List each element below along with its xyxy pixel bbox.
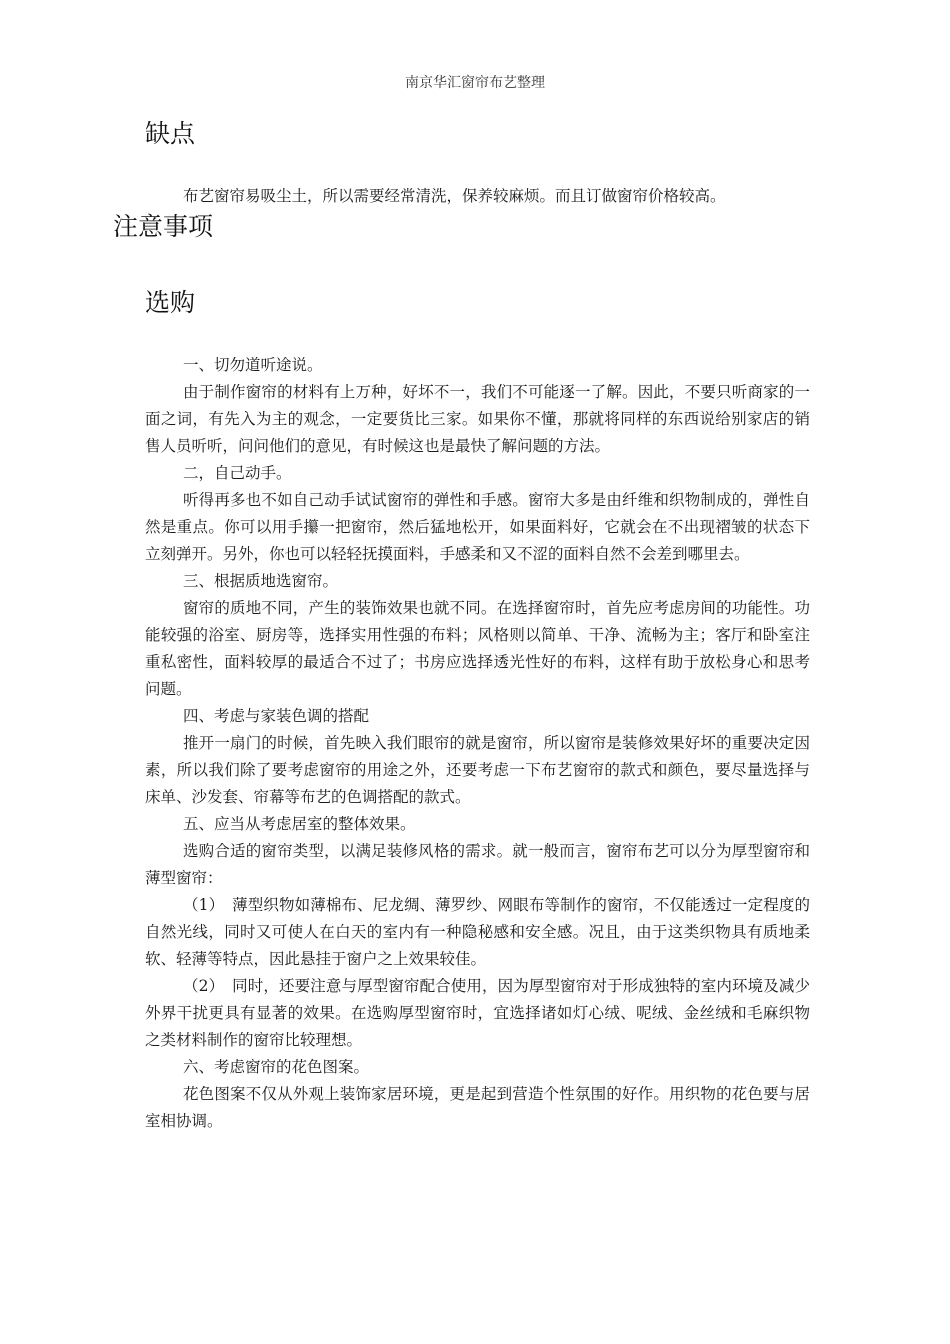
item-3-title: 三、根据质地选窗帘。: [183, 572, 339, 590]
item-2-title: 二，自己动手。: [183, 464, 292, 482]
item-2-body: 听得再多也不如自己动手试试窗帘的弹性和手感。窗帘大多是由纤维和织物制成的，弹性自然是重点。你可以用手攥一把窗帘，然后猛地松开，如果面料好，它就会在不出现褶皱的状态下立刻弹开。另外，你也可以轻轻抚摸面料，手感柔和又不涩的面料自然不会差到哪里去。: [145, 491, 810, 563]
item-5-sub2: （2） 同时，还要注意与厚型窗帘配合使用，因为厚型窗帘对于形成独特的室内环境及减少外界干扰更具有显著的效果。在选购厚型窗帘时，宜选择诸如灯心绒、呢绒、金丝绒和毛麻织物之类材料制作的窗帘比较理想。: [145, 977, 810, 1049]
item-4-body: 推开一扇门的时候，首先映入我们眼帘的就是窗帘，所以窗帘是装修效果好坏的重要决定因素，所以我们除了要考虑窗帘的用途之外，还要考虑一下布艺窗帘的款式和颜色，要尽量选择与床单、沙发套、帘幕等布艺的色调搭配的款式。: [145, 734, 810, 806]
item-4-title: 四、考虑与家装色调的搭配: [183, 707, 370, 725]
heading-notes: 注意事项: [113, 212, 214, 241]
item-5-sub1: （1） 薄型织物如薄棉布、尼龙绸、薄罗纱、网眼布等制作的窗帘，不仅能透过一定程度的自然光线，同时又可使人在白天的室内有一种隐秘感和安全感。况且，由于这类织物具有质地柔软、轻薄等特点，因此悬挂于窗户之上效果较佳。: [145, 896, 810, 968]
buying-section: [0, 352, 950, 1135]
item-5-title: 五、应当从考虑居室的整体效果。: [183, 815, 416, 833]
page-header: 南京华汇窗帘布艺整理: [405, 75, 545, 91]
item-5-body: 选购合适的窗帘类型，以满足装修风格的需求。就一般而言，窗帘布艺可以分为厚型窗帘和薄型窗帘：: [145, 842, 810, 887]
drawbacks-text: 布艺窗帘易吸尘土，所以需要经常清洗，保养较麻烦。而且订做窗帘价格较高。: [183, 187, 726, 205]
item-1-title: 一、切勿道听途说。: [183, 356, 323, 374]
item-1-body: 由于制作窗帘的材料有上万种，好坏不一，我们不可能逐一了解。因此，不要只听商家的一面之词，有先入为主的观念，一定要货比三家。如果你不懂，那就将同样的东西说给别家店的销售人员听听，问问他们的意见，有时候这也是最快了解问题的方法。: [145, 383, 810, 455]
item-6-body: 花色图案不仅从外观上装饰家居环境，更是起到营造个性氛围的好作。用织物的花色要与居室相协调。: [145, 1085, 810, 1130]
item-6-title: 六、考虑窗帘的花色图案。: [183, 1058, 370, 1076]
heading-drawbacks: 缺点: [145, 119, 196, 148]
heading-buying: 选购: [145, 288, 196, 317]
item-3-body: 窗帘的质地不同，产生的装饰效果也就不同。在选择窗帘时，首先应考虑房间的功能性。功能较强的浴室、厨房等，选择实用性强的布料；风格则以简单、干净、流畅为主；客厅和卧室注重私密性，面料较厚的最适合不过了；书房应选择透光性好的布料，这样有助于放松身心和思考问题。: [145, 599, 810, 698]
